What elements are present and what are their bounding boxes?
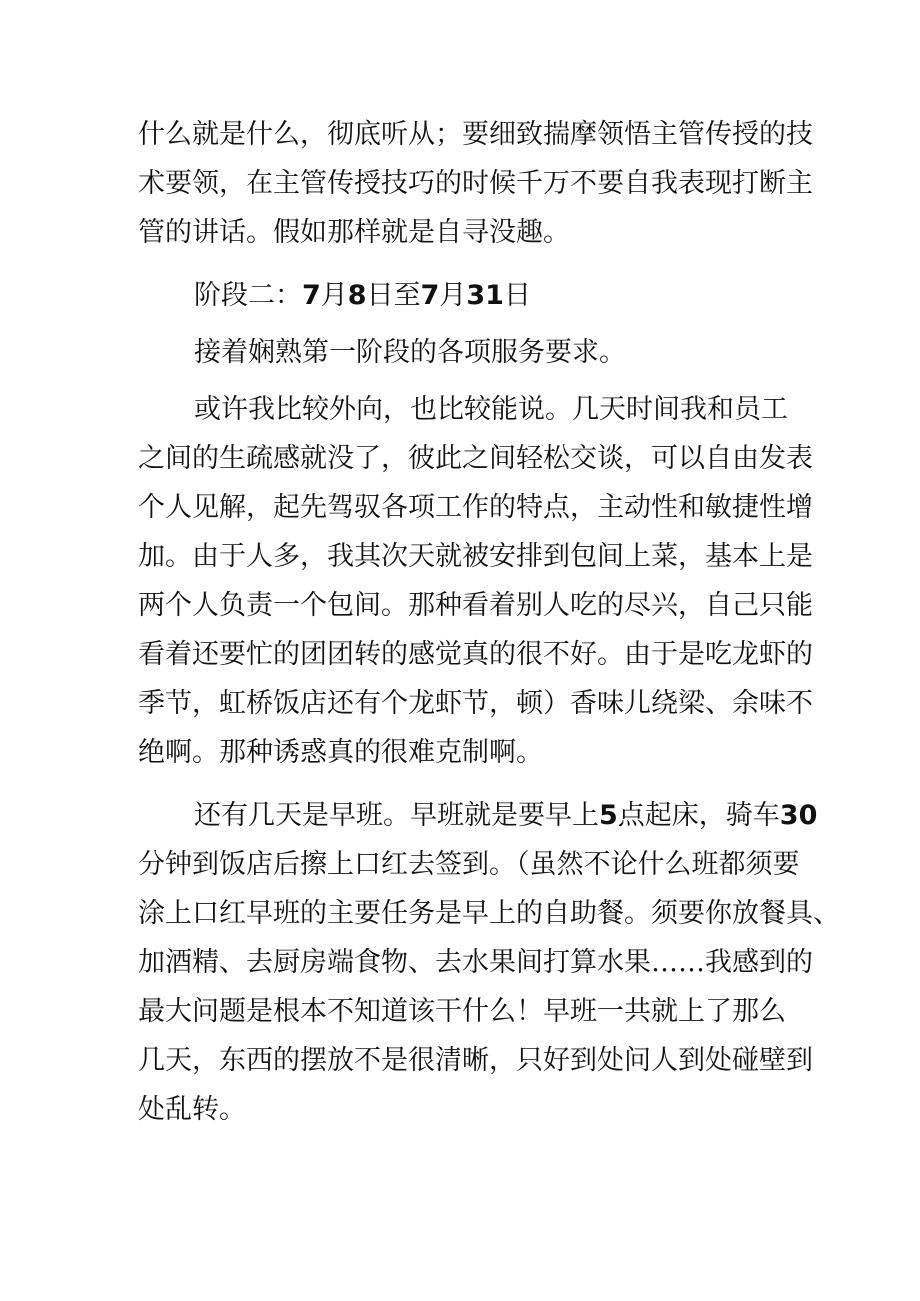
text-line: 涂上口红早班的主要任务是早上的自助餐。须要你放餐具、 <box>138 898 840 929</box>
start-day: 8 <box>347 280 367 311</box>
text-line: 术要领，在主管传授技巧的时候千万不要自我表现打断主 <box>138 168 813 199</box>
month-char: 月 <box>439 280 467 311</box>
end-day: 31 <box>466 280 504 311</box>
text-line: 管的讲话。假如那样就是自寻没趣。 <box>138 217 570 248</box>
text-line: 什么就是什么，彻底听从；要细致揣摩领悟主管传授的技 <box>138 119 813 150</box>
text-line: 两个人负责一个包间。那种看着别人吃的尽兴，自己只能 <box>138 590 813 621</box>
stage-label: 阶段二： <box>194 280 302 311</box>
text-line: 最大问题是根本不知道该干什么！早班一共就上了那么 <box>138 996 786 1027</box>
paragraph-continuation <box>138 110 813 257</box>
text-line: 几天，东西的摆放不是很清晰，只好到处问人到处碰壁到 <box>138 1045 813 1076</box>
text-line: 绝啊。那种诱惑真的很难克制啊。 <box>138 737 543 768</box>
end-month: 7 <box>420 280 440 311</box>
text-line: 分钟到饭店后擦上口红去签到。（虽然不论什么班都须要 <box>138 849 800 880</box>
text-line: 或许我比较外向，也比较能说。几天时间我和员工 <box>194 394 788 425</box>
text-line: 之间的生疏感就没了，彼此之间轻松交谈，可以自由发表 <box>138 443 813 474</box>
text-segment: 点起床，骑车 <box>617 800 780 831</box>
day-to-char: 日至 <box>366 280 421 311</box>
text-line: 加酒精、去厨房端食物、去水果间打算水果……我感到的 <box>138 947 813 978</box>
month-char: 月 <box>320 280 348 311</box>
text-line: 加。由于人多，我其次天就被安排到包间上菜，基本上是 <box>138 541 813 572</box>
text-line: 接着娴熟第一阶段的各项服务要求。 <box>194 337 626 368</box>
start-month: 7 <box>302 280 321 311</box>
day-char: 日 <box>503 280 531 311</box>
text-line <box>138 791 818 840</box>
document-body <box>138 110 840 1134</box>
text-line: 看着还要忙的团团转的感觉真的很不好。由于是吃龙虾的 <box>138 639 813 670</box>
text-line: 个人见解，起先驾驭各项工作的特点，主动性和敏捷性增 <box>138 492 813 523</box>
text-line: 处乱转。 <box>138 1094 246 1125</box>
ride-minutes: 30 <box>779 800 818 831</box>
paragraph-proficiency <box>138 328 788 377</box>
paragraph-experience <box>138 385 813 777</box>
stage-heading <box>138 271 788 320</box>
paragraph-early-shift <box>138 791 840 1134</box>
wake-hour: 5 <box>599 800 618 831</box>
stage-heading-line <box>138 271 788 320</box>
text-line: 季节，虹桥饭店还有个龙虾节，顿）香味儿绕梁、余味不 <box>138 688 813 719</box>
text-segment: 还有几天是早班。早班就是要早上 <box>194 800 599 831</box>
